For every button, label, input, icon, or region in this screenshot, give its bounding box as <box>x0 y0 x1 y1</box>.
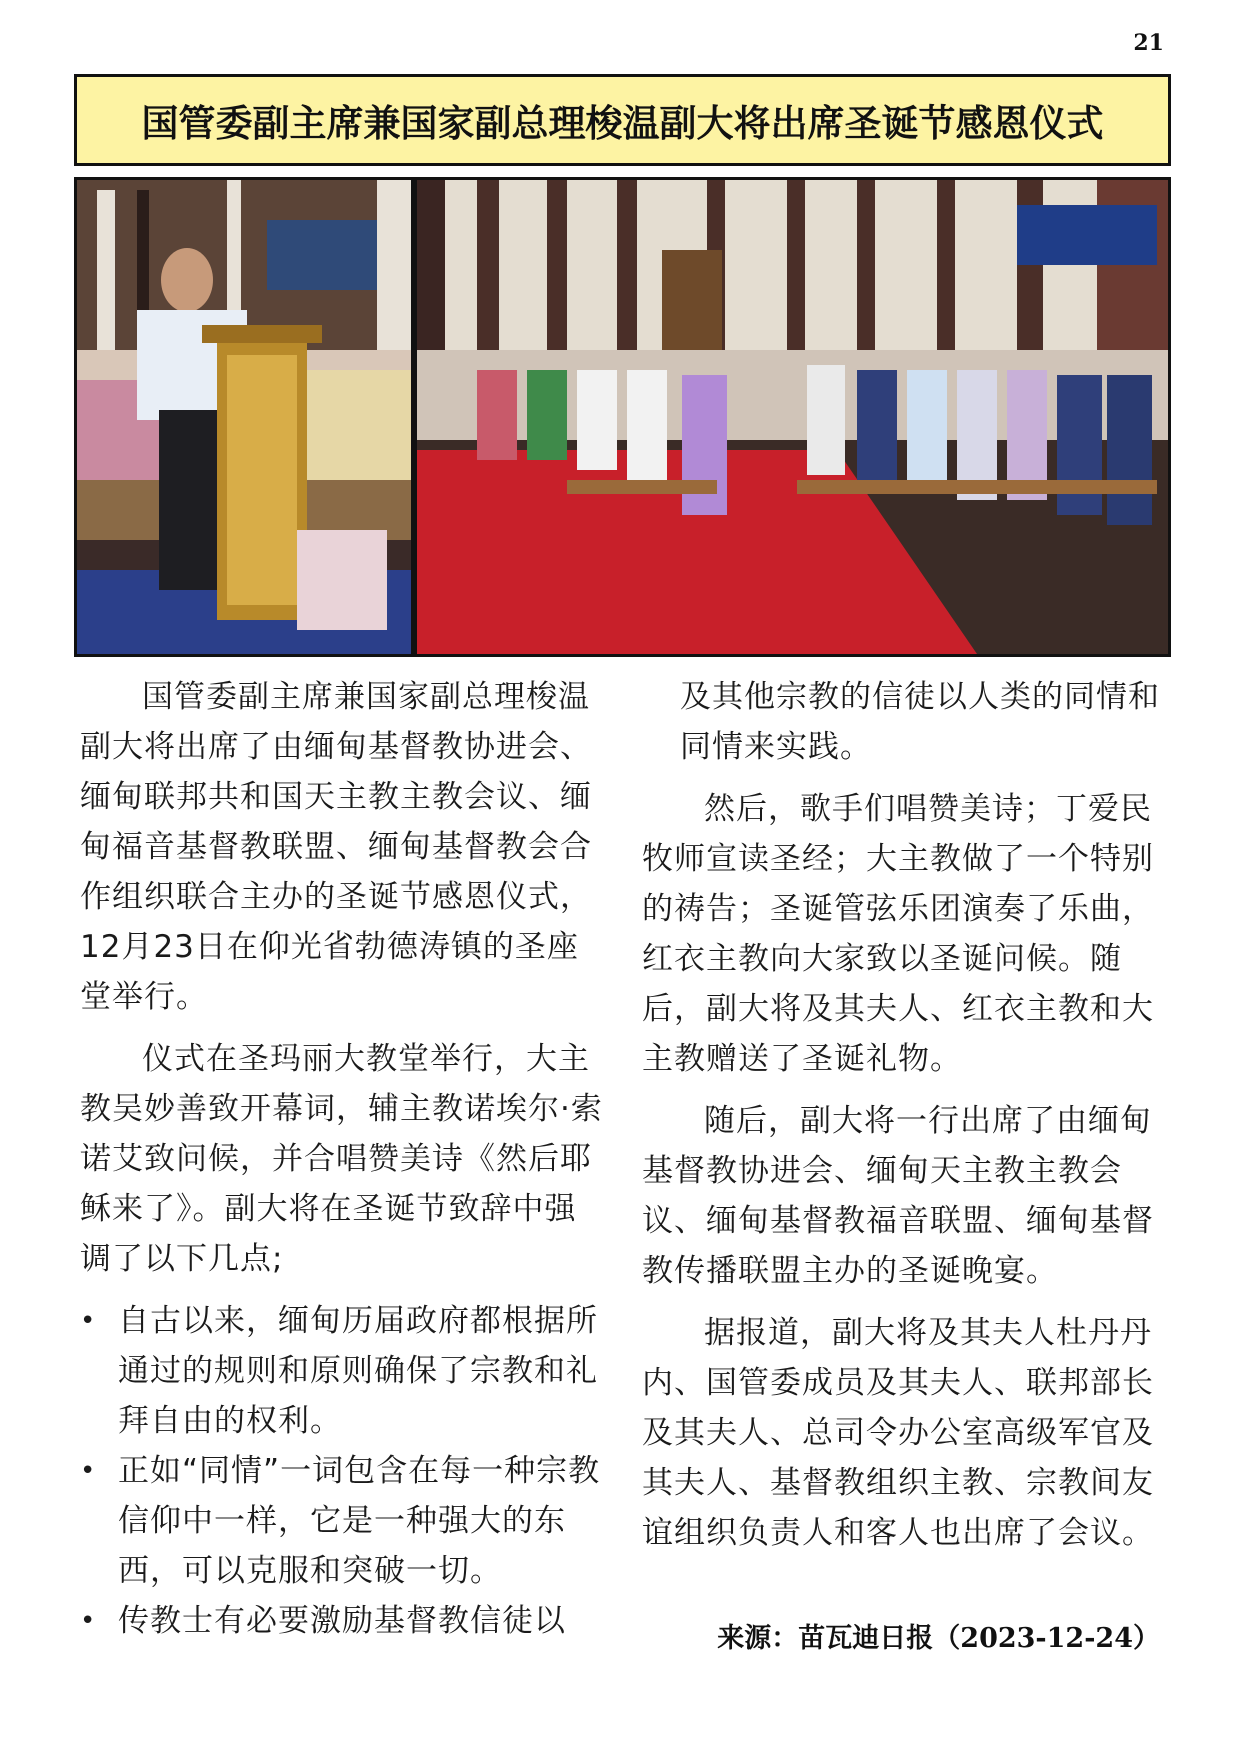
paragraph: 据报道，副大将及其夫人杜丹丹内、国管委成员及其夫人、联邦部长及其夫人、总司令办公室高级军官及其夫人、基督教组织主教、宗教间友谊组织负责人和客人也出席了会议。 <box>642 1315 1154 1551</box>
article-column-right <box>642 672 1170 1570</box>
paragraph: 然后，歌手们唱赞美诗；丁爱民牧师宣读圣经；大主教做了一个特别的祷告；圣诞管弦乐团演奏了乐曲，红衣主教向大家致以圣诞问候。随后，副大将及其夫人、红衣主教和大主教赠送了圣诞礼物。 <box>642 791 1154 1077</box>
bullet-item: • 自古以来，缅甸历届政府都根据所通过的规则和原则确保了宗教和礼拜自由的权利。 <box>80 1296 604 1446</box>
bullet-item: • 正如“同情”一词包含在每一种宗教信仰中一样，它是一种强大的东西，可以克服和突破一切。 <box>80 1446 604 1596</box>
audience-photo <box>417 180 1168 654</box>
speaker-photo <box>77 180 411 654</box>
paragraph: 随后，副大将一行出席了由缅甸基督教协进会、缅甸天主教主教会议、缅甸基督教福音联盟、缅甸基督教传播联盟主办的圣诞晚宴。 <box>642 1103 1154 1289</box>
page-number: 21 <box>1133 30 1164 56</box>
photo-strip <box>74 177 1171 657</box>
bullet-list <box>80 1296 604 1646</box>
bullet-item: • 传教士有必要激励基督教信徒以 <box>80 1596 604 1646</box>
headline: 国管委副主席兼国家副总理梭温副大将出席圣诞节感恩仪式 <box>141 102 1104 145</box>
paragraph: 仪式在圣玛丽大教堂举行，大主教吴妙善致开幕词，辅主教诺埃尔·索诺艾致问候，并合唱赞美诗《然后耶稣来了》。副大将在圣诞节致辞中强调了以下几点; <box>80 1041 603 1277</box>
headline-box <box>74 74 1171 166</box>
source-credit: 来源：苗瓦迪日报（2023-12-24） <box>717 1623 1160 1654</box>
article-column-left <box>80 672 604 1646</box>
paragraph: 国管委副主席兼国家副总理梭温副大将出席了由缅甸基督教协进会、缅甸联邦共和国天主教主教会议、缅甸福音基督教联盟、缅甸基督教会合作组织联合主办的圣诞节感恩仪式，12月23日在仰光省勃德涛镇的圣座堂举行。 <box>80 679 592 1015</box>
bullet-continuation: 及其他宗教的信徒以人类的同情和同情来实践。 <box>680 679 1160 765</box>
